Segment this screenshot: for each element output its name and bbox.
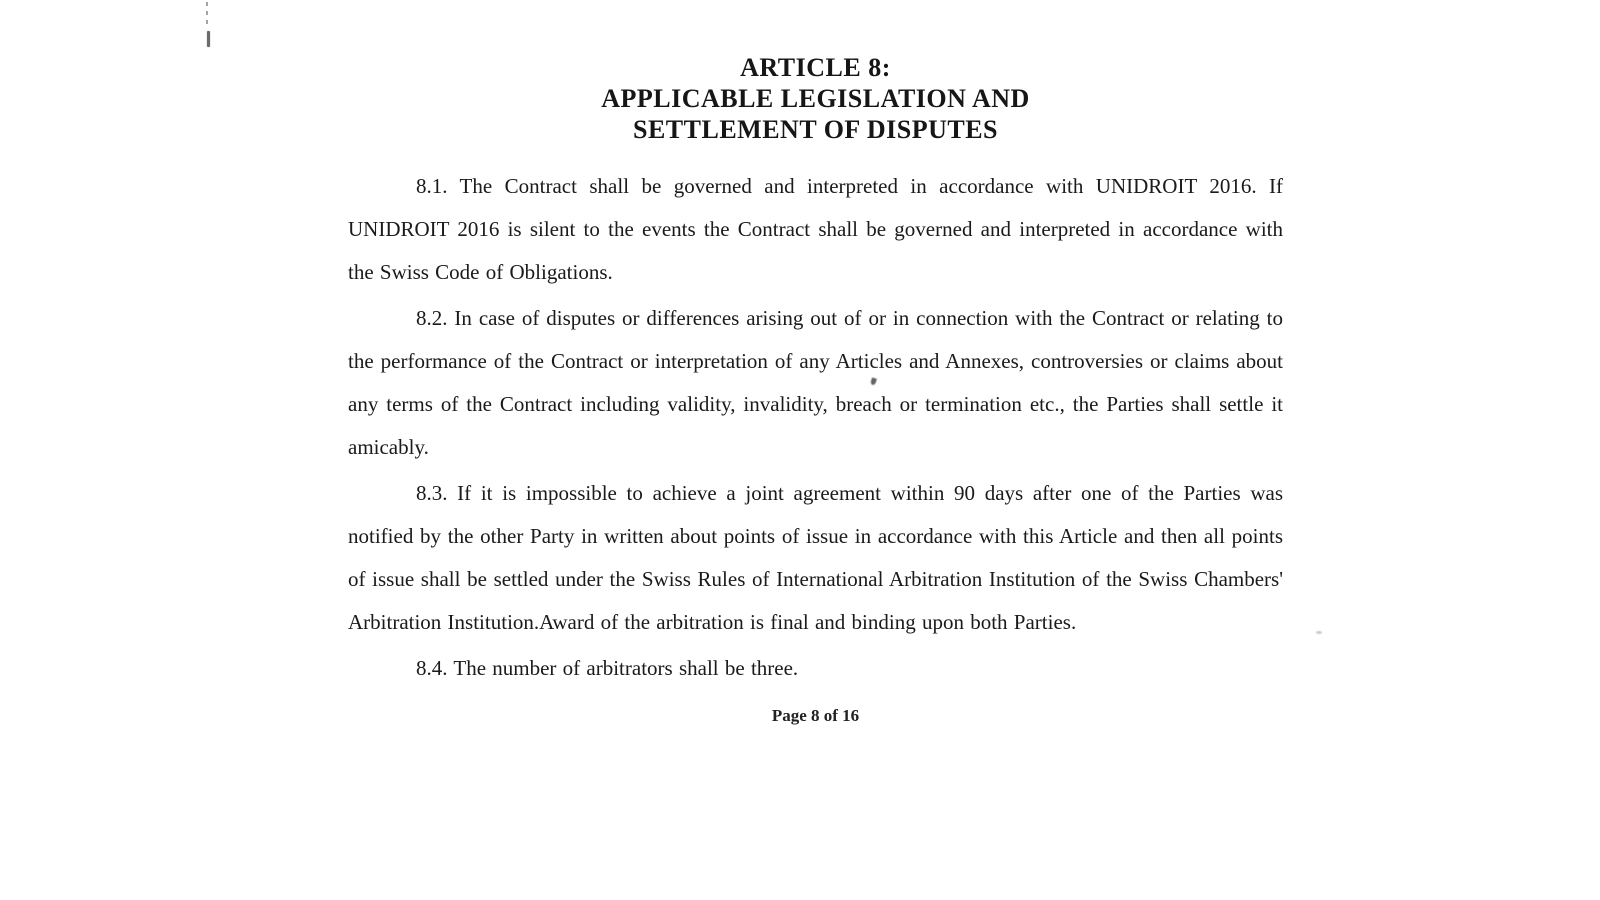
article-heading-line-3: SETTLEMENT OF DISPUTES [633,115,998,144]
scan-artifact-dark-mark [207,31,210,47]
article-heading-line-2: APPLICABLE LEGISLATION AND [601,84,1030,113]
clause-8-1: 8.1. The Contract shall be governed and interpreted in accordance with UNIDROIT 2016. If UNIDROIT 2016 is silent to the events the Contract shall be governed and interpreted in accordance with the Swiss Code of Obligations. [348,174,1283,284]
article-body [348,165,1283,690]
scan-artifact-dashed-mark [206,2,208,26]
scan-artifact-faint-speck [1316,631,1322,634]
document-content [348,52,1283,726]
article-heading [348,52,1283,145]
article-heading-line-1: ARTICLE 8: [740,53,891,82]
clause-8-3: 8.3. If it is impossible to achieve a joint agreement within 90 days after one of the Parties was notified by the other Party in written about points of issue in accordance with this Article and then all points of issue shall be settled under the Swiss Rules of International Arbitration Institution of the Swiss Chambers' Arbitration Institution.Award of the arbitration is final and binding upon both Parties. [348,481,1283,634]
page-number-footer: Page 8 of 16 [771,706,860,725]
clause-8-2: 8.2. In case of disputes or differences arising out of or in connection with the Contract or relating to the performance of the Contract or interpretation of any Articles and Annexes, controversies or claims about any terms of the Contract including validity, invalidity, breach or termination etc., the Parties shall settle it amicably. [348,306,1283,459]
clause-8-4: 8.4. The number of arbitrators shall be three. [416,656,799,680]
